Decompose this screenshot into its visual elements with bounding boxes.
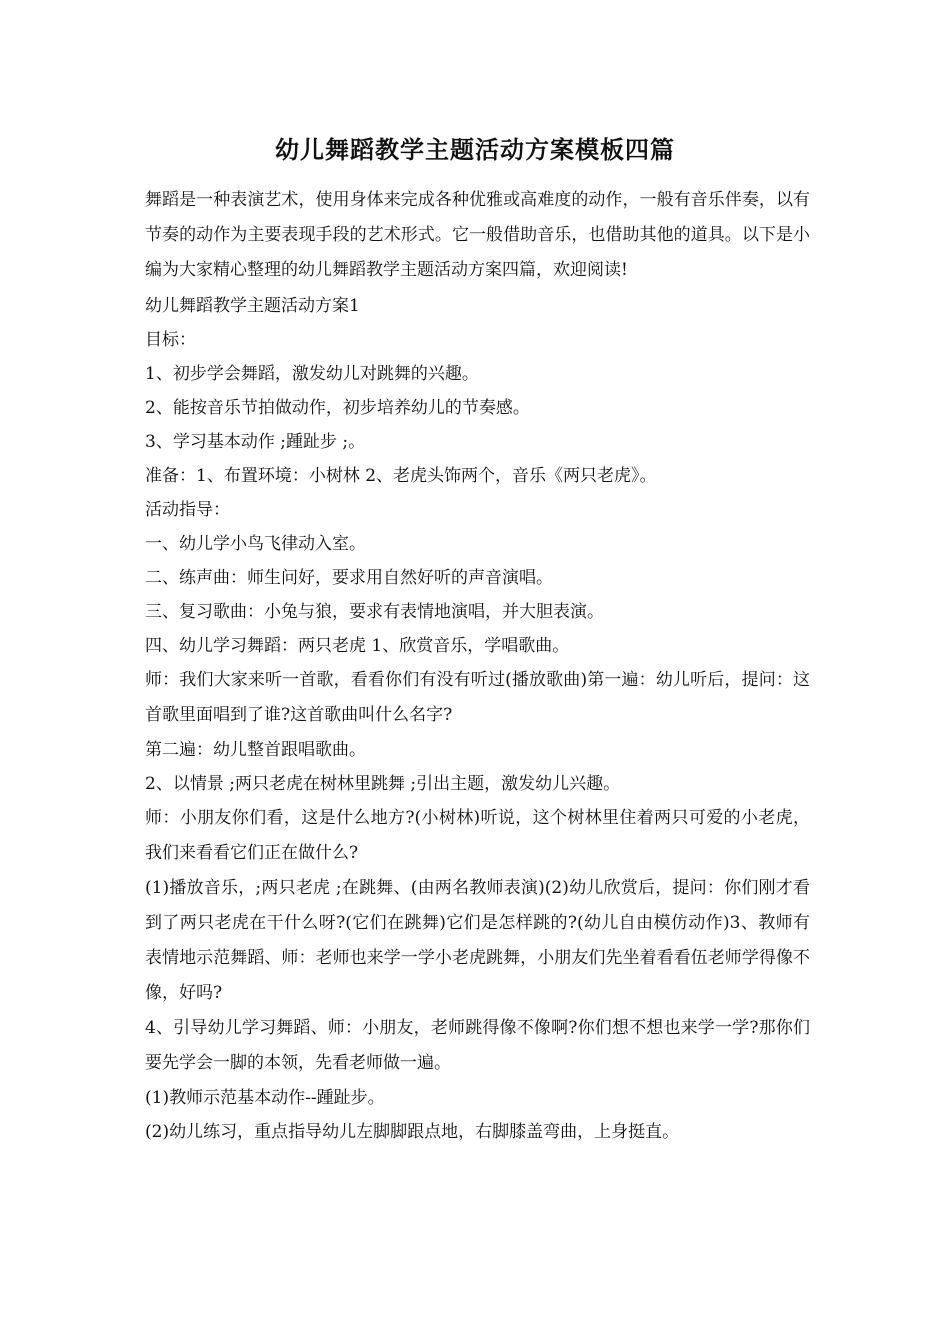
paragraph-preparation: 准备：1、布置环境：小树林 2、老虎头饰两个，音乐《两只老虎》。 bbox=[145, 466, 657, 486]
paragraph-step-4: 四、幼儿学习舞蹈：两只老虎 1、欣赏音乐，学唱歌曲。 bbox=[145, 636, 570, 656]
paragraph-goal-2: 2、能按音乐节拍做动作，初步培养幼儿的节奏感。 bbox=[145, 398, 530, 418]
paragraph-practice: (2)幼儿练习，重点指导幼儿左脚脚跟点地，右脚膝盖弯曲，上身挺直。 bbox=[145, 1122, 680, 1142]
paragraph-goal-1: 1、初步学会舞蹈，激发幼儿对跳舞的兴趣。 bbox=[145, 364, 479, 384]
paragraph-teacher-question: 师：我们大家来听一首歌，看看你们有没有听过(播放歌曲)第一遍：幼儿听后，提问：这首歌里面唱到了谁?这首歌曲叫什么名字? bbox=[145, 670, 810, 725]
document-title: 幼儿舞蹈教学主题活动方案模板四篇 bbox=[275, 136, 675, 164]
paragraph-activity-guide-label: 活动指导： bbox=[145, 500, 230, 520]
paragraph-scenario: 2、以情景 ;两只老虎在树林里跳舞 ;引出主题，激发幼儿兴趣。 bbox=[145, 774, 621, 794]
paragraph-goals-label: 目标： bbox=[145, 330, 196, 350]
paragraph-goal-3: 3、学习基本动作 ;踵趾步 ;。 bbox=[145, 432, 366, 452]
paragraph-second-pass: 第二遍：幼儿整首跟唱歌曲。 bbox=[145, 740, 366, 760]
paragraph-step-2: 二、练声曲：师生问好，要求用自然好听的声音演唱。 bbox=[145, 568, 553, 588]
paragraph-music-demo: (1)播放音乐，;两只老虎 ;在跳舞、(由两名教师表演)(2)幼儿欣赏后，提问：你们刚才看到了两只老虎在干什么呀?(它们在跳舞)它们是怎样跳的?(幼儿自由模仿动作)3、教师有表情地示范舞蹈、师：老师也来学一学小老虎跳舞，小朋友们先坐着看看伍老师学得像不像，好吗? bbox=[145, 878, 810, 1003]
paragraph-step-3: 三、复习歌曲：小兔与狼，要求有表情地演唱，并大胆表演。 bbox=[145, 602, 604, 622]
document-body bbox=[145, 183, 810, 1149]
section-heading: 幼儿舞蹈教学主题活动方案1 bbox=[145, 296, 360, 316]
paragraph-guide-learning: 4、引导幼儿学习舞蹈、师：小朋友，老师跳得像不像啊?你们想不想也来学一学?那你们要先学会一脚的本领，先看老师做一遍。 bbox=[145, 1018, 810, 1073]
paragraph-demo-step: (1)教师示范基本动作--踵趾步。 bbox=[145, 1088, 385, 1108]
paragraph-step-1: 一、幼儿学小鸟飞律动入室。 bbox=[145, 534, 366, 554]
paragraph-teacher-forest: 师：小朋友你们看，这是什么地方?(小树林)听说，这个树林里住着两只可爱的小老虎，我们来看看它们正在做什么? bbox=[145, 808, 810, 863]
intro-paragraph: 舞蹈是一种表演艺术，使用身体来完成各种优雅或高难度的动作，一般有音乐伴奏，以有节奏的动作为主要表现手段的艺术形式。它一般借助音乐，也借助其他的道具。以下是小编为大家精心整理的幼儿舞蹈教学主题活动方案四篇，欢迎阅读! bbox=[145, 190, 810, 280]
